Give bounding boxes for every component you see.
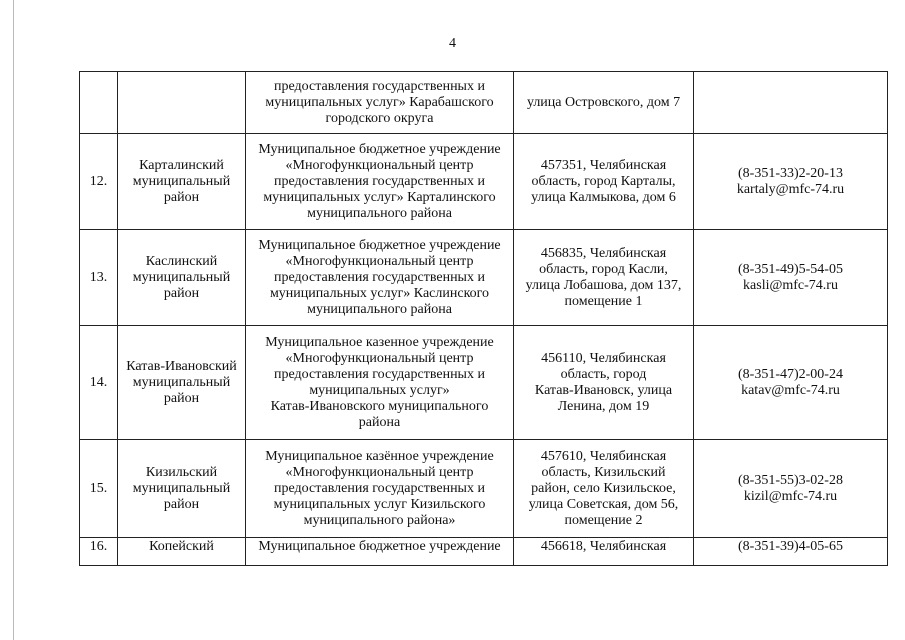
institution-line: предоставления государственных и [274, 366, 485, 382]
cell-num [80, 72, 118, 134]
cell-address [514, 134, 694, 230]
institution-line: предоставления государственных и [274, 78, 485, 94]
institution-line: предоставления государственных и [274, 480, 485, 496]
contacts-line: (8-351-49)5-54-05 [738, 261, 843, 277]
address-line: улица Калмыкова, дом 6 [531, 189, 676, 205]
institution-line: муниципальных услуг» Карталинского [263, 189, 496, 205]
table-row [80, 326, 888, 440]
num-value: 12. [89, 173, 108, 189]
district-line: район [163, 496, 200, 512]
district-line: Кизильский [145, 464, 218, 480]
cell-district [118, 72, 246, 134]
num-value: 14. [89, 374, 108, 390]
address-line: 457351, Челябинская [540, 157, 667, 173]
district-line: Копейский [149, 539, 214, 554]
num-value: 13. [89, 269, 108, 285]
cell-contacts [694, 326, 888, 440]
cell-district [118, 230, 246, 326]
table-row [80, 230, 888, 326]
cell-contacts [694, 134, 888, 230]
table-row [80, 72, 888, 134]
address-line: область, город [560, 366, 647, 382]
address-line: 456618, Челябинская [540, 539, 667, 554]
cell-address [514, 440, 694, 538]
institution-line: городского округа [325, 110, 434, 126]
institution-line: Муниципальное бюджетное учреждение [258, 539, 501, 554]
cell-district [118, 440, 246, 538]
address-line: улица Лобашова, дом 137, [525, 277, 682, 293]
cell-address [514, 326, 694, 440]
cell-district [118, 326, 246, 440]
cell-contacts [694, 538, 888, 566]
contacts-line: kasli@mfc-74.ru [743, 277, 838, 293]
address-line: помещение 2 [564, 512, 643, 528]
institution-line: муниципального района [307, 205, 452, 221]
institution-line: «Многофункциональный центр [285, 157, 474, 173]
district-line: муниципальный [132, 173, 231, 189]
cell-num [80, 134, 118, 230]
institution-line: «Многофункциональный центр [285, 464, 474, 480]
institution-line: Муниципальное бюджетное учреждение [258, 237, 501, 253]
institution-line: муниципальных услуг» Карабашского [265, 94, 494, 110]
cell-address [514, 230, 694, 326]
address-line: область, Кизильский [541, 464, 666, 480]
cell-institution [246, 134, 514, 230]
district-line: Катав-Ивановский [126, 358, 237, 374]
cell-institution [246, 326, 514, 440]
district-line: муниципальный [132, 269, 231, 285]
cell-address [514, 72, 694, 134]
cell-institution [246, 538, 514, 566]
table-body [80, 72, 888, 566]
institution-line: предоставления государственных и [274, 173, 485, 189]
cell-num [80, 538, 118, 566]
institution-line: «Многофункциональный центр [285, 350, 474, 366]
address-line: область, город Карталы, [531, 173, 676, 189]
address-line: 457610, Челябинская [540, 448, 667, 464]
cell-num [80, 440, 118, 538]
cell-institution [246, 230, 514, 326]
address-line: 456835, Челябинская [540, 245, 667, 261]
cell-num [80, 230, 118, 326]
cell-district [118, 538, 246, 566]
district-line: район [163, 189, 200, 205]
cell-institution [246, 72, 514, 134]
district-line: Карталинский [139, 157, 224, 173]
page-number: 4 [449, 36, 456, 51]
cell-institution [246, 440, 514, 538]
institution-line: муниципального района [307, 301, 452, 317]
table-row [80, 538, 888, 566]
contacts-line: (8-351-33)2-20-13 [738, 165, 843, 181]
address-line: Катав-Ивановск, улица [534, 382, 673, 398]
cell-contacts [694, 230, 888, 326]
address-line: область, город Касли, [539, 261, 668, 277]
contacts-line: kartaly@mfc-74.ru [736, 181, 845, 197]
address-line: Ленина, дом 19 [557, 398, 650, 414]
contacts-line: katav@mfc-74.ru [741, 382, 840, 398]
district-line: Каслинский [145, 253, 218, 269]
num-value: 16. [89, 539, 108, 554]
table-row [80, 134, 888, 230]
cell-contacts [694, 72, 888, 134]
contacts-line: (8-351-47)2-00-24 [738, 366, 843, 382]
contacts-line: (8-351-39)4-05-65 [738, 539, 843, 554]
institution-line: Муниципальное казённое учреждение [265, 448, 494, 464]
institution-line: муниципальных услуг Кизильского [273, 496, 486, 512]
institution-line: Муниципальное казенное учреждение [265, 334, 494, 350]
address-line: помещение 1 [564, 293, 643, 309]
cell-num [80, 326, 118, 440]
district-line: муниципальный [132, 374, 231, 390]
mfc-table [79, 71, 888, 566]
contacts-line: kizil@mfc-74.ru [743, 488, 838, 504]
institution-line: муниципальных услуг» Каслинского [269, 285, 490, 301]
institution-line: муниципального района» [303, 512, 456, 528]
district-line: район [163, 285, 200, 301]
cell-contacts [694, 440, 888, 538]
district-line: район [163, 390, 200, 406]
address-line: улица Советская, дом 56, [528, 496, 679, 512]
address-line: район, село Кизильское, [531, 480, 676, 496]
page-edge-rule [13, 0, 14, 640]
institution-line: района [358, 414, 401, 430]
cell-address [514, 538, 694, 566]
address-line: улица Островского, дом 7 [526, 94, 681, 110]
institution-line: предоставления государственных и [274, 269, 485, 285]
district-line: муниципальный [132, 480, 231, 496]
institution-line: «Многофункциональный центр [285, 253, 474, 269]
address-line: 456110, Челябинская [541, 350, 666, 366]
table-row [80, 440, 888, 538]
cell-district [118, 134, 246, 230]
institution-line: Катав-Ивановского муниципального [270, 398, 489, 414]
contacts-line: (8-351-55)3-02-28 [738, 472, 843, 488]
institution-line: муниципальных услуг» [309, 382, 450, 398]
institution-line: Муниципальное бюджетное учреждение [258, 141, 501, 157]
num-value: 15. [89, 480, 108, 496]
